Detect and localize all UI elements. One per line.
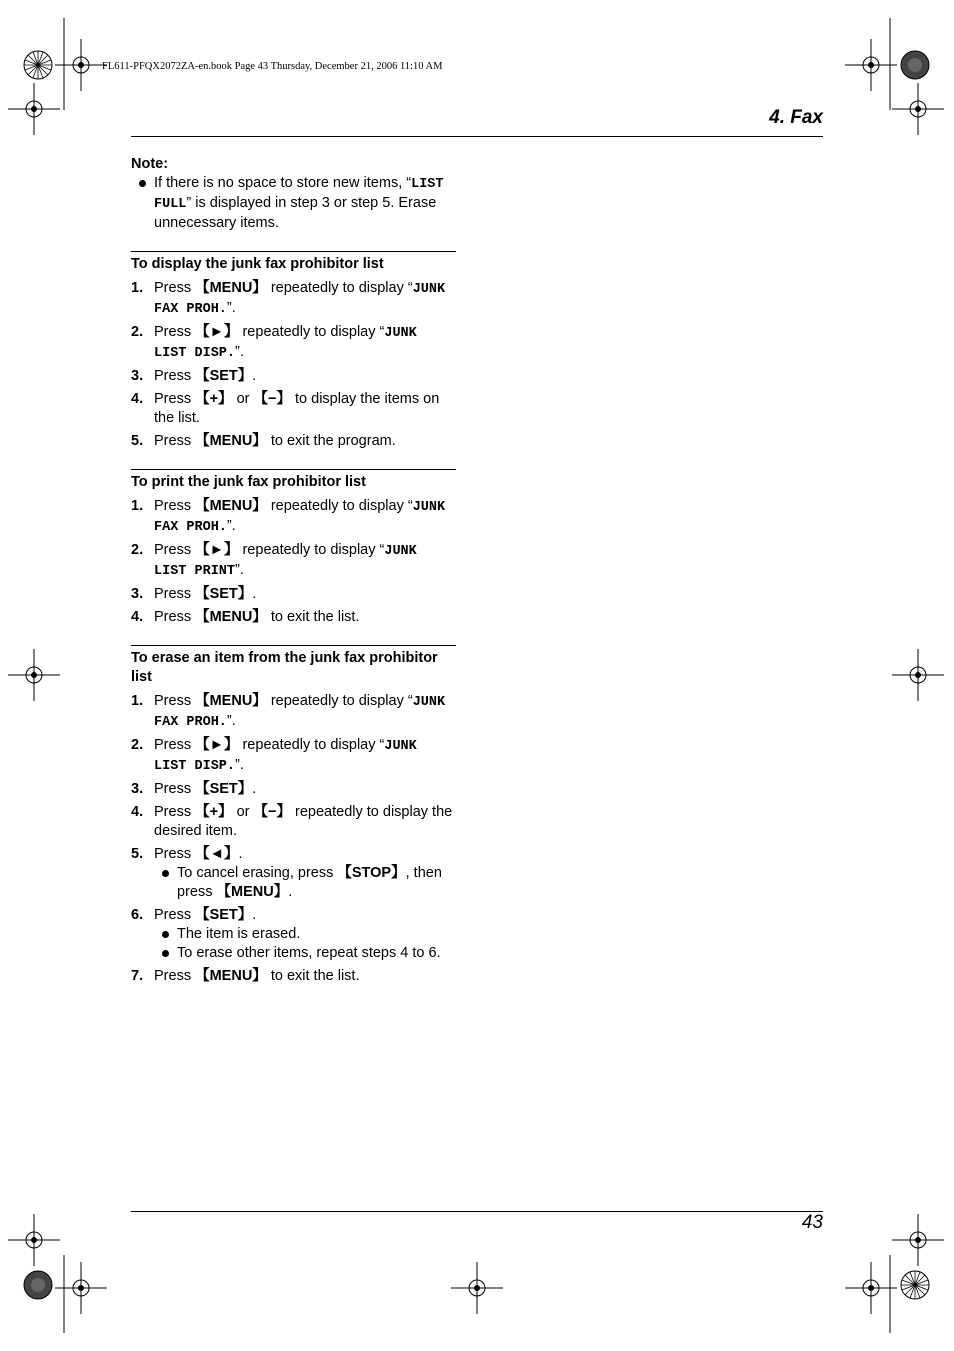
list-item: 1. Press 【MENU】 repeatedly to display “JUNK FAX PROH.”. [131,280,446,317]
sub-bullet: The item is erased. [131,925,456,944]
content-column [131,155,456,990]
footer-rule [131,1211,823,1212]
erase-section [131,645,456,986]
list-item: 3. Press 【SET】. [131,586,257,602]
section-heading: To print the junk fax prohibitor list [131,474,366,490]
list-item: 2. Press 【►】 repeatedly to display “JUNK LIST DISP.”. [131,737,417,774]
list-item: 5. Press 【MENU】 to exit the program. [131,433,396,449]
list-item: 2. Press 【►】 repeatedly to display “JUNK LIST PRINT”. [131,542,417,579]
section-heading: To display the junk fax prohibitor list [131,256,384,272]
list-item: 5. Press 【◄】. [131,846,243,862]
list-item: 4. Press 【+】 or 【−】 to display the items on the list. [131,391,440,426]
sub-bullet: To erase other items, repeat steps 4 to 6. [131,944,456,963]
header-rule [131,136,823,137]
list-item: 7. Press 【MENU】 to exit the list. [131,968,360,984]
section-heading: To erase an item from the junk fax prohibitor list [131,650,438,685]
list-item: 1. Press 【MENU】 repeatedly to display “JUNK FAX PROH.”. [131,498,446,535]
section-title: 4. Fax [769,107,823,128]
list-item: 6. Press 【SET】. [131,907,257,923]
list-item: 1. Press 【MENU】 repeatedly to display “JUNK FAX PROH.”. [131,693,446,730]
file-info: FL611-PFQX2072ZA-en.book Page 43 Thursday, December 21, 2006 11:10 AM [102,61,443,72]
note-item: If there is no space to store new items, “LIST FULL” is displayed in step 3 or step 5. Erase unnecessary items. [131,174,456,233]
list-item: 2. Press 【►】 repeatedly to display “JUNK LIST DISP.”. [131,324,417,361]
page-number: 43 [801,1212,823,1233]
note-label: Note: [131,156,169,172]
list-item: 4. Press 【+】 or 【−】 repeatedly to display the desired item. [131,804,453,839]
list-item: 3. Press 【SET】. [131,368,257,384]
list-item: 4. Press 【MENU】 to exit the list. [131,609,360,625]
display-section [131,251,456,451]
print-section [131,469,456,627]
list-item: 3. Press 【SET】. [131,781,257,797]
sub-bullet: To cancel erasing, press 【STOP】, then press 【MENU】. [131,864,456,902]
